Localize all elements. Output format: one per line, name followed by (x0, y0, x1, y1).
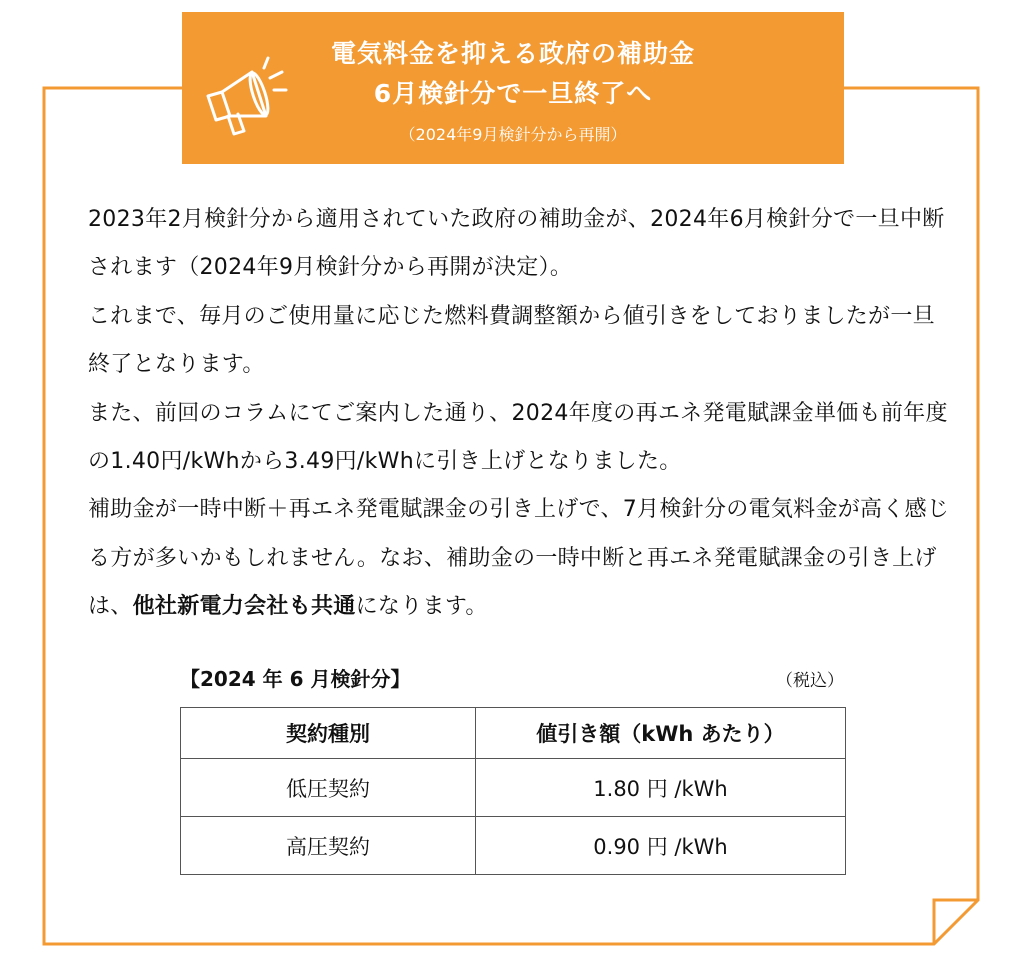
discount-cell: 0.90 円 /kWh (476, 817, 846, 875)
article-body (88, 196, 956, 632)
paragraph-4-ending: になります。 (355, 594, 488, 620)
header-contract-type: 契約種別 (181, 708, 476, 759)
header-title-line2: 6月検針分で一旦終了へ (373, 79, 653, 108)
header-discount: 値引き額（kWh あたり） (476, 708, 846, 759)
table-title: 【2024 年 6 月検針分】 (180, 667, 411, 691)
table-row (181, 759, 846, 817)
discount-table (180, 707, 846, 875)
contract-type-cell: 低圧契約 (181, 759, 476, 817)
contract-type-cell: 高圧契約 (181, 817, 476, 875)
table-row (181, 817, 846, 875)
paragraph-3: また、前回のコラムにてご案内した通り、2024年度の再エネ発電賦課金単価も前年度の1.40円/kWhから3.49円/kWhに引き上げとなりました。 (88, 400, 948, 475)
header-title-line1: 電気料金を抑える政府の補助金 (330, 39, 695, 68)
paragraph-4 (88, 486, 956, 631)
header-subtitle: （2024年9月検針分から再開） (399, 125, 627, 144)
table-header-row (181, 708, 846, 759)
emphasis-text: 他社新電力会社も共通 (132, 594, 356, 620)
paragraph-1: 2023年2月検針分から適用されていた政府の補助金が、2024年6月検針分で一旦中断されます（2024年9月検針分から再開が決定）。 (88, 207, 945, 281)
discount-cell: 1.80 円 /kWh (476, 759, 846, 817)
paragraph-2: これまで、毎月のご使用量に応じた燃料費調整額から値引きをしておりましたが一旦終了となります。 (88, 303, 935, 378)
tax-note: （税込） (776, 671, 844, 691)
paragraph-4-text: 補助金が一時中断＋再エネ発電賦課金の引き上げで、7月検針分の電気料金が高く感じる方が多いかもしれません。なお、補助金の一時中断と再エネ発電賦課金の引き上げは、 (88, 497, 950, 620)
header-banner (182, 12, 844, 164)
